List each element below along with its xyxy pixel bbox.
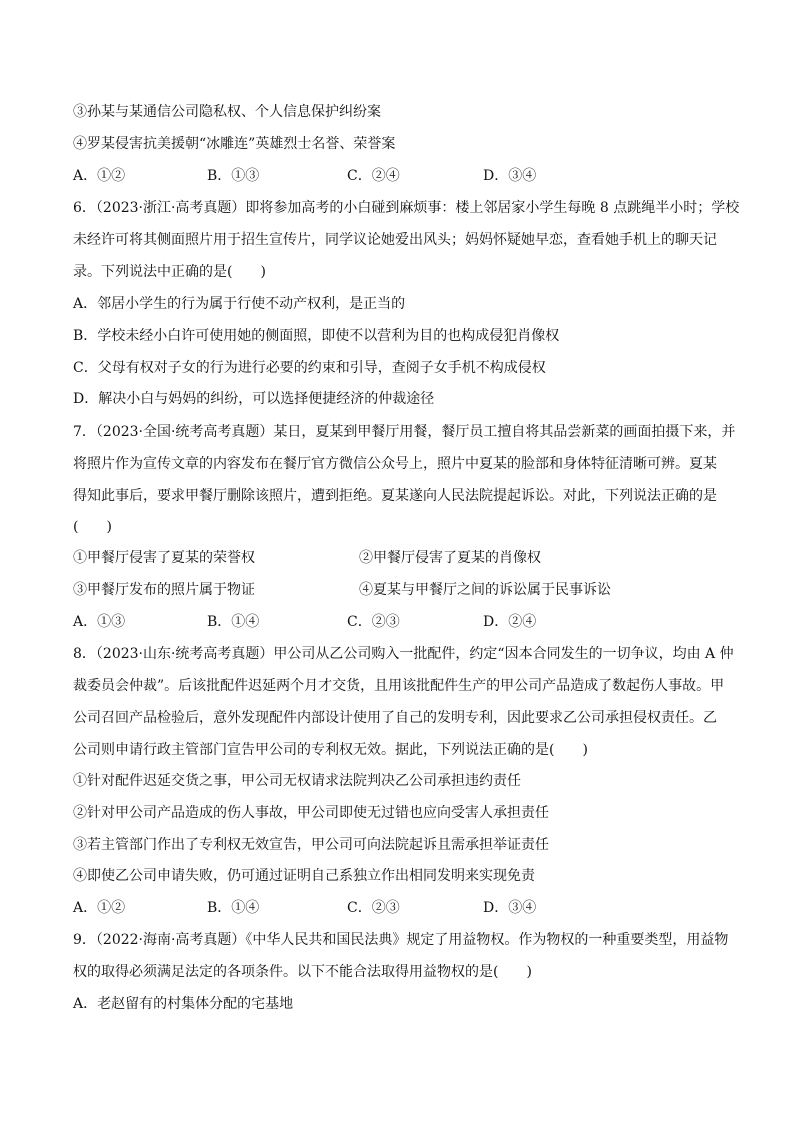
q8-stem-line-3: 公司召回产品检验后，意外发现配件内部设计使用了自己的发明专利，因此要求乙公司承担侵权责任。乙 xyxy=(73,710,717,726)
statement-4: ④罗某侵害抗美援朝“冰雕连”英雄烈士名誉、荣誉案 xyxy=(73,136,396,152)
q8-stem-line-4: 公司则申请行政主管部门宣告甲公司的专利权无效。据此，下列说法正确的是( ) xyxy=(73,742,588,758)
option-d: D．③④ xyxy=(483,168,537,184)
q7-stem-line-2: 将照片作为宣传文章的内容发布在餐厅官方微信公众号上，照片中夏某的脸部和身体特征清晰可辨。夏某 xyxy=(73,456,717,472)
q6-stem-line-2: 未经许可将其侧面照片用于招生宣传片，同学议论她爱出风头；妈妈怀疑她早恋，查看她手机上的聊天记 xyxy=(73,232,717,248)
q7-stem-line-1: 7．（2023·全国·统考高考真题）某日，夏某到甲餐厅用餐，餐厅员工擅自将其品尝新菜的画面拍摄下来，并 xyxy=(73,424,736,440)
q7-option-c: C．②③ xyxy=(347,614,400,630)
q8-stem-line-2: 裁委员会仲裁”。后该批配件迟延两个月才交货，且用该批配件生产的甲公司产品造成了数起伤人事故。甲 xyxy=(73,678,725,694)
q8-statement-2: ②针对甲公司产品造成的伤人事故，甲公司即使无过错也应向受害人承担责任 xyxy=(73,805,549,821)
q9-option-a: A．老赵留有的村集体分配的宅基地 xyxy=(73,996,294,1012)
q7-stem-line-3: 得知此事后，要求甲餐厅删除该照片，遭到拒绝。夏某遂向人民法院提起诉讼。对此，下列说法正确的是 xyxy=(73,488,717,504)
q9-stem-line-1: 9．（2022·海南·高考真题）《中华人民共和国民法典》规定了用益物权。作为物权的一种重要类型，用益物 xyxy=(73,932,729,948)
q8-statement-3: ③若主管部门作出了专利权无效宣告，甲公司可向法院起诉且需承担举证责任 xyxy=(73,837,549,853)
q8-option-a: A．①② xyxy=(73,900,126,916)
q6-option-b: B．学校未经小白许可使用她的侧面照，即使不以营利为目的也构成侵犯肖像权 xyxy=(73,328,560,344)
q6-stem-line-1: 6．（2023·浙江·高考真题）即将参加高考的小白碰到麻烦事：楼上邻居家小学生每晚 8 点跳绳半小时；学校 xyxy=(73,200,740,216)
q7-statement-3: ③甲餐厅发布的照片属于物证 xyxy=(73,582,255,598)
q7-stem-line-4: ( ) xyxy=(73,519,112,535)
q6-option-c: C．父母有权对子女的行为进行必要的约束和引导，查阅子女手机不构成侵权 xyxy=(73,360,546,376)
q8-statement-4: ④即使乙公司申请失败，仍可通过证明自己系独立作出相同发明来实现免责 xyxy=(73,868,535,884)
option-a: A．①② xyxy=(73,168,126,184)
q8-stem-line-1: 8．（2023·山东·统考高考真题）甲公司从乙公司购入一批配件，约定“因本合同发生的一切争议，均由 A 仲 xyxy=(73,646,734,662)
option-b: B．①③ xyxy=(207,168,260,184)
q7-option-d: D．②④ xyxy=(483,614,537,630)
q6-stem-line-3: 录。下列说法中正确的是( ) xyxy=(73,264,266,280)
q7-statement-2: ②甲餐厅侵害了夏某的肖像权 xyxy=(359,550,541,566)
q9-stem-line-2: 权的取得必须满足法定的各项条件。以下不能合法取得用益物权的是( ) xyxy=(73,964,532,980)
q8-option-b: B．①④ xyxy=(207,900,260,916)
q7-statement-4: ④夏某与甲餐厅之间的诉讼属于民事诉讼 xyxy=(359,582,611,598)
q8-statement-1: ①针对配件迟延交货之事，甲公司无权请求法院判决乙公司承担违约责任 xyxy=(73,773,521,789)
q8-option-d: D．③④ xyxy=(483,900,537,916)
q7-option-a: A．①③ xyxy=(73,614,126,630)
q6-option-a: A．邻居小学生的行为属于行使不动产权利，是正当的 xyxy=(73,296,406,312)
q7-statement-1: ①甲餐厅侵害了夏某的荣誉权 xyxy=(73,550,255,566)
q6-option-d: D．解决小白与妈妈的纠纷，可以选择便捷经济的仲裁途径 xyxy=(73,391,435,407)
q8-option-c: C．②③ xyxy=(347,900,400,916)
q7-option-b: B．①④ xyxy=(207,614,260,630)
statement-3: ③孙某与某通信公司隐私权、个人信息保护纠纷案 xyxy=(73,104,381,120)
option-c: C．②④ xyxy=(347,168,400,184)
